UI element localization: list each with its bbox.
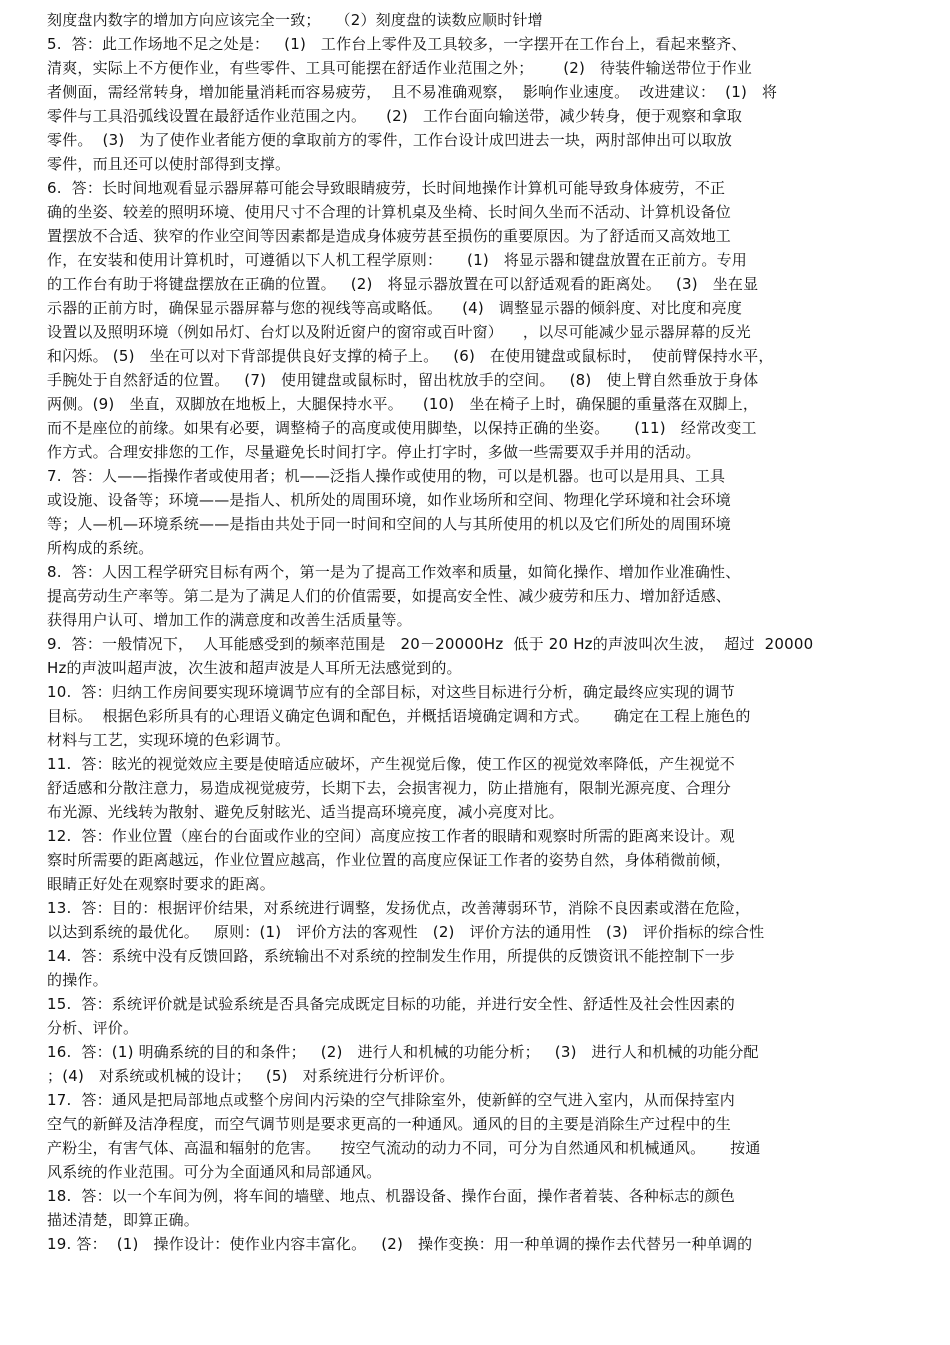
text-line: 设置以及照明环境（例如吊灯、台灯以及附近窗户的窗帘或百叶窗） ，以尽可能减少显示器屏幕的反光 xyxy=(47,323,751,341)
text-line: 风系统的作业范围。可分为全面通风和局部通风。 xyxy=(47,1163,382,1181)
text-line: 空气的新鲜及洁净程度，而空气调节则是要求更高的一种通风。通风的目的主要是消除生产过程中的生 xyxy=(47,1115,732,1133)
text-line: 描述清楚，即算正确。 xyxy=(47,1211,200,1229)
text-line: 14. 答：系统中没有反馈回路，系统输出不对系统的控制发生作用，所提供的反馈资讯不能控制下一步 xyxy=(47,947,735,965)
text-line: 布光源、光线转为散射、避免反射眩光、适当提高环境亮度，减小亮度对比。 xyxy=(47,803,564,821)
text-line: 两侧。(9) 坐直，双脚放在地板上，大腿保持水平。 (10) 坐在椅子上时，确保腿的重量落在双脚上， xyxy=(47,395,759,413)
text-line: 所构成的系统。 xyxy=(47,539,154,557)
text-line: 5. 答：此工作场地不足之处是： (1) 工作台上零件及工具较多，一字摆开在工作台上，看起来整齐、 xyxy=(47,35,747,53)
text-line: 手腕处于自然舒适的位置。 (7) 使用键盘或鼠标时，留出枕放手的空间。 (8) 使上臂自然垂放于身体 xyxy=(47,371,759,389)
text-line: 材料与工艺，实现环境的色彩调节。 xyxy=(47,731,291,749)
text-line: ；(4) 对系统或机械的设计； (5) 对系统进行分析评价。 xyxy=(47,1067,455,1085)
text-line: 作，在安装和使用计算机时，可遵循以下人机工程学原则： (1) 将显示器和键盘放置在正前方。专用 xyxy=(47,251,747,269)
text-line: 9. 答：一般情况下， 人耳能感受到的频率范围是 20－20000Hz 低于 20 Hz的声波叫次生波， 超过 20000 xyxy=(47,635,814,653)
text-line: 零件与工具沿弧线设置在最舒适作业范围之内。 (2) 工作台面向输送带，减少转身，便于观察和拿取 xyxy=(47,107,743,125)
text-line: 提高劳动生产率等。第二是为了满足人们的价值需要，如提高安全性、减少疲劳和压力、增加舒适感、 xyxy=(47,587,732,605)
text-line: 16. 答：(1) 明确系统的目的和条件； (2) 进行人和机械的功能分析； (3) 进行人和机械的功能分配 xyxy=(47,1043,759,1061)
text-line: 或设施、设备等；环境——是指人、机所处的周围环境，如作业场所和空间、物理化学环境和社会环境 xyxy=(47,491,732,509)
text-line: 的工作台有助于将键盘摆放在正确的位置。 (2) 将显示器放置在可以舒适观看的距离处。 (3) 坐在显 xyxy=(47,275,759,293)
text-line: 15. 答：系统评价就是试验系统是否具备完成既定目标的功能，并进行安全性、舒适性及社会性因素的 xyxy=(47,995,735,1013)
text-line: 和闪烁。 (5) 坐在可以对下背部提供良好支撑的椅子上。 (6) 在使用键盘或鼠标时， 使前臂保持水平， xyxy=(47,347,774,365)
text-line: 置摆放不合适、狭窄的作业空间等因素都是造成身体疲劳甚至损伤的重要原因。为了舒适而又高效地工 xyxy=(47,227,732,245)
text-line: 确的坐姿、较差的照明环境、使用尺寸不合理的计算机桌及坐椅、长时间久坐而不活动、计算机设备位 xyxy=(47,203,732,221)
text-line: 舒适感和分散注意力，易造成视觉疲劳，长期下去，会损害视力，防止措施有，限制光源亮度、合理分 xyxy=(47,779,732,797)
text-line: 13. 答：目的：根据评价结果，对系统进行调整，发扬优点，改善薄弱环节，消除不良因素或潜在危险， xyxy=(47,899,751,917)
text-line: 12. 答：作业位置（座台的台面或作业的空间）高度应按工作者的眼睛和观察时所需的距离来设计。观 xyxy=(47,827,735,845)
text-line: 刻度盘内数字的增加方向应该完全一致； （2）刻度盘的读数应顺时针增 xyxy=(47,11,543,29)
text-line: 者侧面，需经常转身，增加能量消耗而容易疲劳， 且不易准确观察， 影响作业速度。 改进建议： (1) 将 xyxy=(47,83,778,101)
text-line: 零件。 (3) 为了使作业者能方便的拿取前方的零件，工作台设计成凹进去一块，两肘部伸出可以取放 xyxy=(47,131,733,149)
text-line: 分析、评价。 xyxy=(47,1019,139,1037)
text-line: 零件，而且还可以使肘部得到支撑。 xyxy=(47,155,291,173)
text-line: 的操作。 xyxy=(47,971,108,989)
text-line: 目标。 根据色彩所具有的心理语义确定色调和配色，并概括语境确定调和方式。 确定在工程上施色的 xyxy=(47,707,751,725)
text-line: 眼睛正好处在观察时要求的距离。 xyxy=(47,875,276,893)
text-line: 而不是座位的前缘。如果有必要，调整椅子的高度或使用脚垫，以保持正确的坐姿。 (11) 经常改变工 xyxy=(47,419,757,437)
text-line: 19. 答： (1) 操作设计：使作业内容丰富化。 (2) 操作变换：用一种单调的操作去代替另一种单调的 xyxy=(47,1235,753,1253)
text-line: 18. 答：以一个车间为例，将车间的墙壁、地点、机器设备、操作台面，操作者着装、各种标志的颜色 xyxy=(47,1187,735,1205)
text-line: 作方式。合理安排您的工作，尽量避免长时间打字。停止打字时，多做一些需要双手并用的活动。 xyxy=(47,443,701,461)
text-line: 7. 答：人——指操作者或使用者；机——泛指人操作或使用的物，可以是机器。也可以是用具、工具 xyxy=(47,467,726,485)
text-line: 清爽，实际上不方便作业，有些零件、工具可能摆在舒适作业范围之外； (2) 待装件输送带位于作业 xyxy=(47,59,752,77)
text-line: 10. 答：归纳工作房间要实现环境调节应有的全部目标，对这些目标进行分析，确定最终应实现的调节 xyxy=(47,683,735,701)
text-line: 6. 答：长时间地观看显示器屏幕可能会导致眼睛疲劳，长时间地操作计算机可能导致身体疲劳，不正 xyxy=(47,179,726,197)
text-line: Hz的声波叫超声波，次生波和超声波是人耳所无法感觉到的。 xyxy=(47,659,462,677)
text-line: 示器的正前方时，确保显示器屏幕与您的视线等高或略低。 (4) 调整显示器的倾斜度、对比度和亮度 xyxy=(47,299,743,317)
text-line: 等；人—机—环境系统——是指由共处于同一时间和空间的人与其所使用的机以及它们所处的周围环境 xyxy=(47,515,732,533)
text-line: 察时所需要的距离越远，作业位置应越高，作业位置的高度应保证工作者的姿势自然，身体稍微前倾， xyxy=(47,851,732,869)
text-line: 以达到系统的最优化。 原则：(1) 评价方法的客观性 (2) 评价方法的通用性 (3) 评价指标的综合性 xyxy=(47,923,765,941)
text-line: 17. 答：通风是把局部地点或整个房间内污染的空气排除室外，使新鲜的空气进入室内，从而保持室内 xyxy=(47,1091,735,1109)
text-line: 11. 答：眩光的视觉效应主要是使暗适应破坏，产生视觉后像，使工作区的视觉效率降低，产生视觉不 xyxy=(47,755,735,773)
text-line: 8. 答：人因工程学研究目标有两个，第一是为了提高工作效率和质量，如简化操作、增加作业准确性、 xyxy=(47,563,741,581)
text-line: 获得用户认可、增加工作的满意度和改善生活质量等。 xyxy=(47,611,412,629)
text-line: 产粉尘，有害气体、高温和辐射的危害。 按空气流动的动力不同，可分为自然通风和机械通风。 按通 xyxy=(47,1139,761,1157)
